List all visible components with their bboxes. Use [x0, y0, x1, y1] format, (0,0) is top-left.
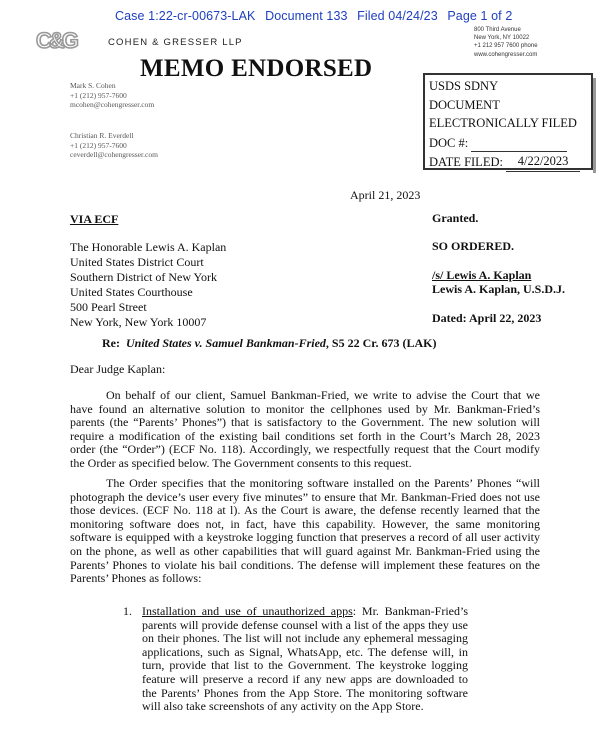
memo-endorsed-stamp: MEMO ENDORSED: [140, 55, 373, 82]
recipient-line: Southern District of New York: [70, 270, 217, 284]
attorney-block: [70, 131, 158, 160]
judge-signature: /s/ Lewis A. Kaplan: [432, 268, 532, 282]
recipient-line: United States District Court: [70, 255, 204, 269]
firm-address-line: www.cohengresser.com: [474, 51, 538, 58]
judge-name: Lewis A. Kaplan, U.S.D.J.: [432, 282, 566, 296]
firm-address-line: New York, NY 10022: [474, 35, 530, 42]
firm-logo: [36, 27, 80, 53]
body-paragraph: The Order specifies that the monitoring software installed on the Parents’ Phones “will photograph the device’s user every five minutes” to ensure that Mr. Bankman-Fried does not use those devices. (ECF No. 118 at l). As the Court is aware, the defense recently learned that the monitoring software does not, in fact, have this capability. However, the same monitoring software is equipped with a keystroke logging function that preserves a record of all user activity on the phone, as well as other capabilities that will guard against Mr. Bankman-Fried using the Parents’ Phones to violate his bail conditions. The defense will implement these features on the Parents’ Phones as follows:: [70, 476, 540, 586]
endorsement-date: Dated: April 22, 2023: [432, 311, 542, 325]
usds-date-label: DATE FILED:: [429, 155, 503, 169]
usds-line: DOCUMENT: [429, 97, 500, 112]
usds-line: USDS SDNY: [429, 79, 499, 93]
usds-doc-label: DOC #:: [429, 135, 469, 150]
list-item: [123, 605, 468, 714]
usds-date-filed: [429, 152, 591, 172]
attorney-name: Mark S. Cohen: [70, 81, 116, 90]
usds-doc-blank: [471, 133, 567, 153]
filing-stamp: [115, 9, 518, 23]
list-item-heading: Installation and use of unauthorized apps: [142, 604, 353, 618]
attorney-phone: +1 (212) 957-7600: [70, 90, 127, 100]
attorney-block: [70, 81, 154, 110]
re-prefix: Re:: [102, 336, 120, 350]
case-title: United States v. Samuel Bankman-Fried: [126, 336, 326, 350]
recipient-line: New York, New York 10007: [70, 315, 207, 329]
recipient-address: [70, 240, 226, 330]
filed-date: Filed 04/24/23: [357, 9, 438, 23]
firm-address-line: +1 212 957 7600 phone: [474, 43, 538, 50]
document-number: Document 133: [265, 9, 348, 23]
case-number-ref: , S5 22 Cr. 673 (LAK): [325, 336, 437, 350]
recipient-line: 500 Pearl Street: [70, 300, 147, 314]
attorney-email: mcohen@cohengresser.com: [70, 100, 155, 109]
usds-doc-number: [429, 133, 591, 153]
case-number: Case 1:22-cr-00673-LAK: [115, 9, 256, 23]
salutation: Dear Judge Kaplan:: [70, 362, 166, 376]
usds-line: ELECTRONICALLY FILED: [429, 116, 577, 130]
list-item-text: : Mr. Bankman-Fried’s parents will provide defense counsel with a list of the apps they use on their phones. The list will not include any ephemeral messaging applications, such as Signal, WhatsApp, etc. The defense will, in turn, provide that list to the Government. The keystroke logging feature will preserve a record if any new apps are downloaded to the Parents’ Phones from the App Store. The monitoring software will also take screenshots of any activity on the App Store.: [142, 604, 468, 714]
list-item-body: [142, 605, 468, 714]
attorney-phone: +1 (212) 957-7600: [70, 140, 127, 150]
firm-name: COHEN & GRESSER LLP: [108, 37, 243, 48]
firm-address: [474, 26, 538, 59]
endorsement-granted: Granted.: [432, 211, 479, 225]
svg-text:C&G: C&G: [36, 28, 76, 53]
firm-address-line: 800 Third Avenue: [474, 27, 521, 33]
body-paragraph: On behalf of our client, Samuel Bankman-Fried, we write to advise the Court that we have found an alternative solution to monitor the cellphones used by Mr. Bankman-Fried’s parents (the “Parents’ Phones”) that is satisfactory to the Government. The new solution will require a modification of the existing bail conditions set forth in the Court’s March 28, 2023 order (the “Order”) (ECF No. 118). Accordingly, we respectfully request that the Court modify the Order as specified below. The Government consents to this request.: [70, 388, 540, 470]
via-ecf: VIA ECF: [70, 212, 119, 226]
usds-filing-box: [423, 73, 593, 170]
re-line: [102, 336, 436, 351]
list-item-number: 1.: [123, 604, 132, 618]
letter-date: April 21, 2023: [350, 188, 421, 202]
recipient-line: The Honorable Lewis A. Kaplan: [70, 240, 227, 254]
recipient-line: United States Courthouse: [70, 285, 193, 299]
attorney-email: ceverdell@cohengresser.com: [70, 150, 158, 159]
usds-date-value: 4/22/2023: [506, 152, 580, 172]
endorsement-so-ordered: SO ORDERED.: [432, 239, 515, 253]
attorney-name: Christian R. Everdell: [70, 131, 134, 140]
page-number: Page 1 of 2: [447, 9, 513, 23]
